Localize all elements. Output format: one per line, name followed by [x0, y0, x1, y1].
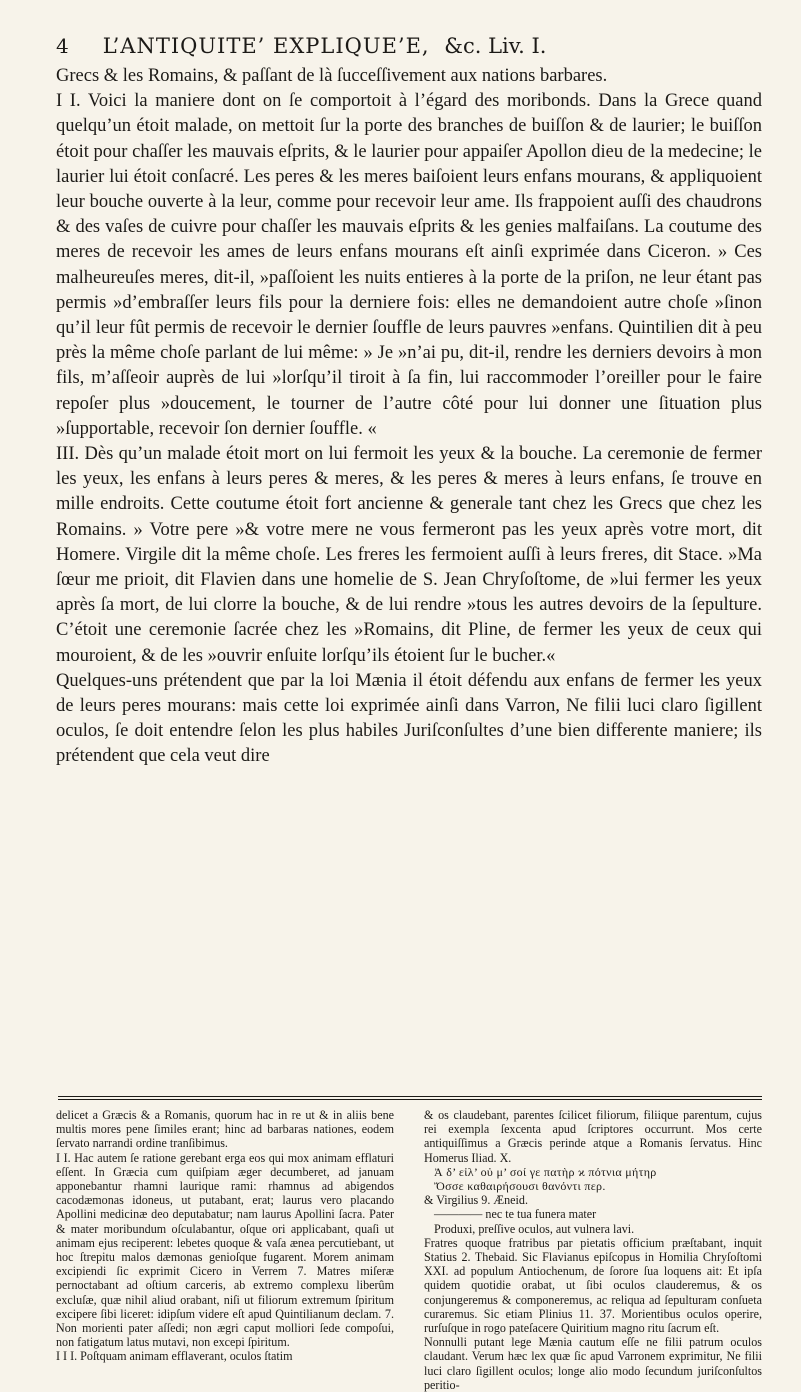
footnote-paragraph: I I I. Poſtquam animam efflaverant, oculos ſtatim [56, 1349, 293, 1364]
page-number: 4 [56, 34, 69, 58]
footnote-paragraph: Nonnulli putant lege Mænia cautum eſſe ne filii patrum oculos claudant. Verum hæc lex quæ ſic apud Varronem exprimitur, Ne filii luci claro ſigillent oculos; longe alio modo ſecundum juriſconſultos peritio- [424, 1335, 762, 1392]
footnote-paragraph: & os claudebant, parentes ſcilicet filiorum, filiique parentum, cujus rei exempla ſexcenta apud ſcriptores occurrunt. Mos certe antiquiſſimus a Græcis perinde atque a Romanis ſervatus. Hinc Homerus Iliad. X. [424, 1108, 762, 1165]
running-header [56, 26, 756, 66]
main-text [56, 64, 762, 1080]
greek-verse-line: Ὄσσε καθαιρήσουσι θανόντι περ. [434, 1179, 606, 1194]
footnote-paragraph: I I. Hac autem ſe ratione gerebant erga eos qui mox animam efflaturi eſſent. In Græcia cum quiſpiam æger decumberet, ad januam apponebantur rhamni laurique rami: rhamnus ad abigendos cacodæmonas idoneus, ut putabant, erat; laurus vero placando Apollini medicinæ deo deputabatur; nam laurus Apollini ſacra. Pater & mater moribundum oſculabantur, oſque ori applicabant, quaſi ut animam ejus reciperent: lebetes quoque & vaſa ænea percutiebant, ut hoc ſtrepitu malos dæmonas genioſque fugarent. Morem animam excipiendi ſic exprimit Cicero in Verrem 7. Matres miſeræ pernoctabant ad oſtium carceris, ab extremo complexu liberûm excluſæ, quæ nihil aliud orabant, niſi ut filiorum extremum ſpiritum excipere ſibi liceret: idipſum videre eſt apud Quintilianum declam. 7. Non morienti pater aſſedi; non ægri caput molliori ſede compoſui, non fatigatum latus mutavi, non excepi ſpiritum. [56, 1150, 394, 1350]
paragraph-section-3: III. Dès qu’un malade étoit mort on lui fermoit les yeux & la bouche. La ceremonie de fermer les yeux, les enfans à leurs peres & meres, & les peres & meres à leurs enfans, ſe trouve en mille endroits. Cette coutume étoit fort ancienne & generale tant chez les Grecs que chez les Romains. » Votre pere »& votre mere ne vous fermeront pas les yeux après votre mort, dit Homere. Virgile dit la même choſe. Les freres les fermoient auſſi à leurs freres, dit Stace. »Ma ſœur me prioit, dit Flavien dans une homelie de S. Jean Chryſoſtome, de »lui fermer les yeux après ſa mort, de lui clorre la bouche, & de lui rendre »tous les autres devoirs de la ſepulture. C’étoit une ceremonie ſacrée chez les »Romains, dit Pline, de fermer les yeux de ceux qui mouroient, & de les »ouvrir enſuite lorſqu’ils étoient ſur le bucher.« [56, 444, 762, 666]
footnote-paragraph: & Virgilius 9. Æneid. [424, 1193, 528, 1208]
footnote-divider [58, 1096, 762, 1097]
footnote-paragraph: Fratres quoque fratribus par pietatis officium præſtabant, inquit Statius 2. Thebaid. Sic Flavianus epiſcopus in Homilia Chryſoſtomi XXI. ad populum Antiochenum, de ſorore ſua loquens ait: Et ipſa quidem quotidie orabat, ut ſibi oculos clauderemus, & os conjungeremus & componeremus, ac reliqua ad ſepulturam conſueta curaremus. Sic etiam Plinius 11. 37. Morientibus oculos operire, rurſuſque in rogo pateſacere Quiritium magno ritu ſacrum eſt. [424, 1235, 762, 1336]
footnote-column-left [56, 1108, 394, 1364]
latin-verse-line: ———— nec te tua funera mater [434, 1207, 597, 1222]
footnote-column-right [424, 1108, 762, 1392]
footnote-divider-inner [58, 1099, 762, 1100]
paragraph-section-2: I I. Voici la maniere dont on ſe comportoit à l’égard des moribonds. Dans la Grece quand quelqu’un étoit malade, on mettoit ſur la porte des branches de buiſſon & de laurier; le buiſſon étoit pour chaſſer les mauvais eſprits, & le laurier pour appaiſer Apollon dieu de la medecine; le laurier lui étoit conſacré. Les peres & les meres baiſoient leurs enfans mourans, & appliquoient leur bouche ouverte à la leur, comme pour recevoir leur ame. Ils frappoient auſſi des chaudrons & des vaſes de cuivre pour chaſſer les mauvais eſprits & les genies malfaiſans. La coutume des meres de recevoir les ames de leurs enfans mourans eſt ainſi exprimée dans Ciceron. » Ces malheureuſes meres, dit-il, »paſſoient les nuits entieres à la porte de la priſon, ne leur étant pas permis »d’embraſſer leurs fils pour la derniere fois: elles ne demandoient autre choſe »ſinon qu’il leur fût permis de recevoir le dernier ſouffle de leurs pauvres »enfans. Quintilien dit à peu près la même choſe parlant de lui même: » Je »n’ai pu, dit-il, rendre les derniers devoirs à mon fils, m’aſſeoir auprès de lui »lorſqu’il tiroit à ſa fin, lui raccommoder l’oreiller pour le faire repoſer plus »doucement, le tourner de l’autre côté pour lui donner une ſituation plus »ſupportable, recevoir ſon dernier ſouffle. « [56, 91, 762, 439]
latin-footnotes [56, 1108, 762, 1392]
paragraph-continuation: Grecs & les Romains, & paſſant de là ſucceſſivement aux nations barbares. [56, 66, 608, 86]
greek-verse-line: Ἀ δ’ εἰλ’ οὐ μ’ σοί γε πατὴρ ϰ πότνια μήτηρ [434, 1164, 657, 1179]
paragraph-lex-maenia: Quelques-uns prétendent que par la loi Mænia il étoit défendu aux enfans de fermer les yeux de leurs peres mourans: mais cette loi exprimée ainſi dans Varron, Ne filii luci claro ſigillent oculos, ſe doit entendre ſelon les plus habiles Juriſconſultes d’une bien differente maniere; ils prétendent que cela veut dire [56, 670, 762, 767]
book-section: &c. Liv. I. [444, 34, 547, 58]
latin-verse-line: Produxi, preſſive oculos, aut vulnera lavi. [434, 1221, 635, 1236]
running-title: L’ANTIQUITE’ EXPLIQUE’E, [102, 34, 430, 58]
footnote-paragraph: delicet a Græcis & a Romanis, quorum hac in re ut & in aliis bene multis mores pene ſimiles erant; hinc ad barbaras nationes, eodem ſervato narrandi ordine tranſibimus. [56, 1108, 394, 1151]
